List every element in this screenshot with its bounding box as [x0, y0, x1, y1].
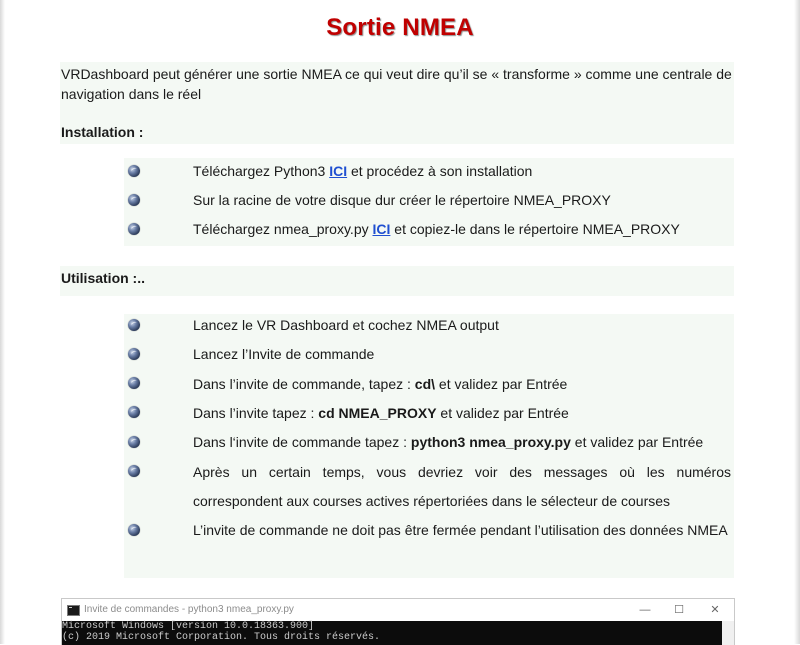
round-bullet-icon	[128, 377, 140, 389]
console-line: Microsoft Windows [version 10.0.18363.900]	[62, 621, 315, 632]
installation-heading: Installation :	[61, 124, 144, 140]
usage-step-4-text: Dans l’invite tapez :	[193, 405, 319, 421]
round-bullet-icon	[128, 319, 140, 331]
usage-step-4	[193, 399, 731, 428]
command-prompt-screenshot	[61, 598, 735, 645]
console-output	[62, 621, 722, 645]
intro-paragraph: VRDashboard peut générer une sortie NMEA ce qui veut dire qu’il se « transforme » comme une centrale de navigation dans le réel	[61, 66, 732, 102]
page-title: Sortie NMEA	[326, 14, 474, 41]
install-step-3-text-end: et copiez-le dans le répertoire NMEA_PROXY	[390, 221, 680, 237]
utilisation-heading-shade	[60, 266, 734, 296]
install-step-3-text: Téléchargez nmea_proxy.py	[193, 221, 373, 237]
round-bullet-icon	[128, 223, 140, 235]
command-cd-nmea-proxy: cd NMEA_PROXY	[318, 405, 437, 421]
nmea-proxy-download-link[interactable]: ICI	[372, 221, 391, 237]
usage-step-1: Lancez le VR Dashboard et cochez NMEA output	[193, 317, 499, 333]
round-bullet-icon	[128, 348, 140, 360]
usage-step-5-text-end: et validez par Entrée	[570, 434, 704, 450]
page-edge-left	[0, 0, 5, 644]
console-scrollbar	[722, 621, 734, 645]
minimize-icon: —	[639, 604, 651, 616]
round-bullet-icon	[128, 436, 140, 448]
usage-step-7: L’invite de commande ne doit pas être fermée pendant l’utilisation des données NMEA	[193, 522, 728, 538]
install-step-3	[193, 215, 731, 244]
python3-download-link[interactable]: ICI	[329, 163, 348, 179]
page-edge-right	[794, 0, 800, 644]
usage-step-4-text-end: et validez par Entrée	[436, 405, 569, 421]
command-cd-root: cd\	[414, 376, 436, 392]
close-icon: ✕	[710, 604, 720, 616]
usage-step-5	[193, 428, 731, 457]
usage-step-6: Après un certain temps, vous devriez voir des messages où les numéros correspondent aux courses actives répertoriées dans le sélecteur de courses	[193, 464, 731, 509]
install-step-1-text: Téléchargez Python3	[193, 163, 330, 179]
round-bullet-icon	[128, 406, 140, 418]
round-bullet-icon	[128, 524, 140, 536]
round-bullet-icon	[128, 465, 140, 477]
usage-step-3-text: Dans l’invite de commande, tapez :	[193, 376, 415, 392]
usage-step-2: Lancez l’Invite de commande	[193, 346, 375, 362]
console-window-title: Invite de commandes - python3 nmea_proxy.py	[84, 604, 294, 615]
usage-step-3-text-end: et validez par Entrée	[435, 376, 568, 392]
usage-step-5-text: Dans l‘invite de commande tapez :	[193, 434, 411, 450]
round-bullet-icon	[128, 165, 140, 177]
usage-step-3	[193, 370, 731, 399]
console-titlebar	[62, 599, 734, 621]
install-step-1-text-end: et procédez à son installation	[347, 163, 533, 179]
cmd-app-icon	[67, 605, 80, 616]
maximize-icon: ☐	[674, 604, 684, 616]
console-line: (c) 2019 Microsoft Corporation. Tous droits réservés.	[62, 632, 381, 643]
round-bullet-icon	[128, 194, 140, 206]
install-step-1	[193, 157, 731, 186]
install-step-2: Sur la racine de votre disque dur créer le répertoire NMEA_PROXY	[193, 192, 611, 208]
utilisation-heading: Utilisation :..	[61, 270, 145, 286]
command-python3-nmea-proxy: python3 nmea_proxy.py	[410, 434, 571, 450]
